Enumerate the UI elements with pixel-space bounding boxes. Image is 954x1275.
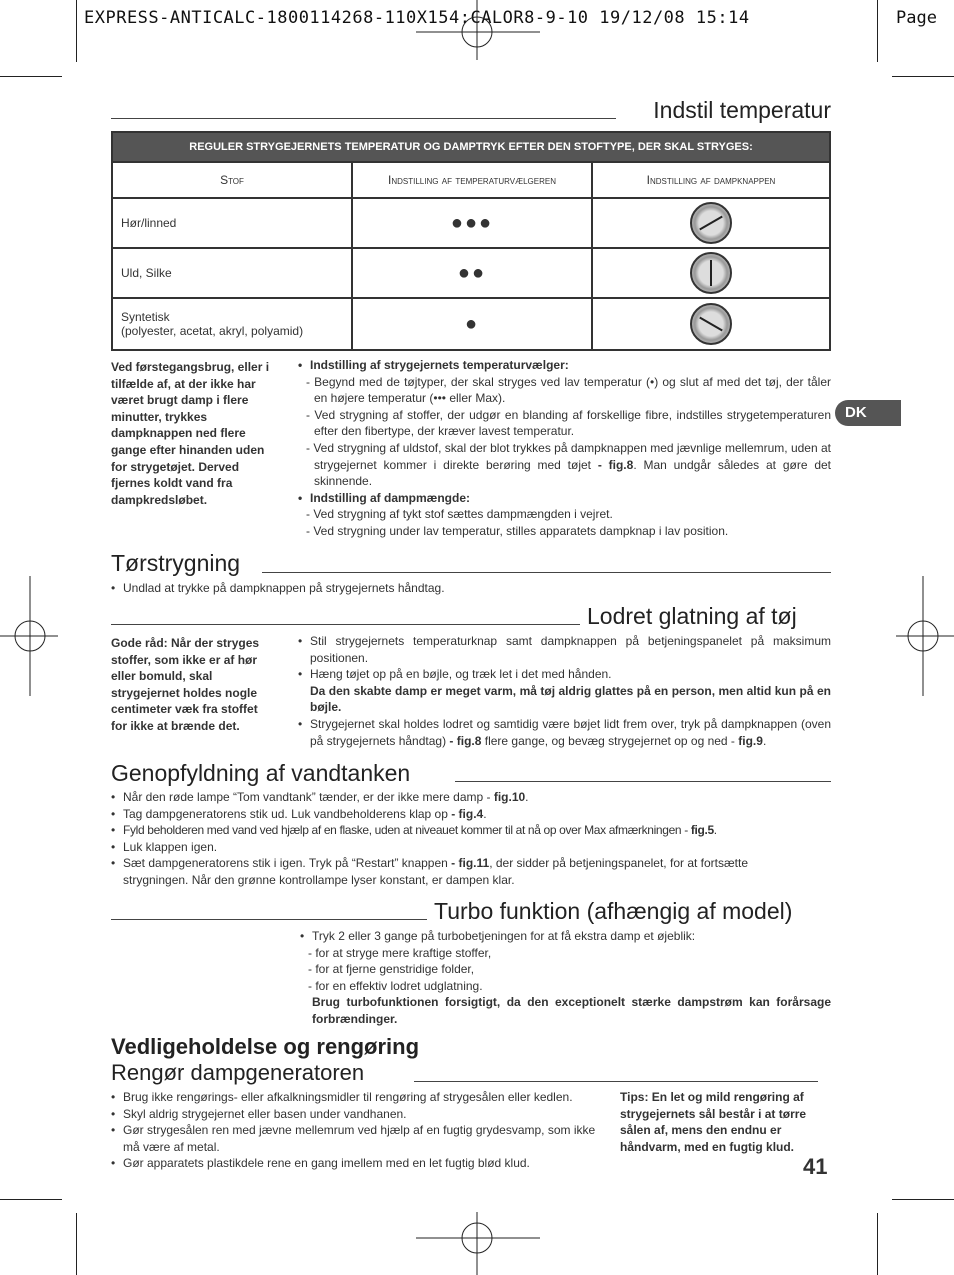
crop-mark <box>0 1199 62 1200</box>
crop-mark <box>0 76 62 77</box>
temp-dots: ●● <box>352 248 592 298</box>
crop-mark <box>877 0 878 62</box>
table-caption: REGULER STRYGEJERNETS TEMPERATUR OG DAMPTRYK EFTER DEN STOFTYPE, DER SKAL STRYGES: <box>112 132 830 162</box>
crop-mark <box>892 1199 954 1200</box>
print-slug: EXPRESS-ANTICALC-1800114268-110X154:CALOR8-9-10 19/12/08 15:14 <box>84 8 750 28</box>
registration-mark-top <box>416 0 540 60</box>
col-header-steam: Indstilling af dampknappen <box>592 162 830 198</box>
side-note-first-use: Ved førstegangsbrug, eller i tilfælde af, at der ikke har været brugt damp i flere minutter, trykkes dampknappen ned flere gange efter hinanden uden for strygetøjet. Derved fjernes koldt vand fra dampkredsløbet. <box>111 360 270 507</box>
side-note-cleaning-tip: Tips: En let og mild rengøring af strygejernets sål består i at tørre sålen af, mens den endnu er håndvarm, med en fugtig klud. <box>620 1090 807 1154</box>
registration-mark-left <box>0 576 58 696</box>
steam-knob-cell <box>592 248 830 298</box>
vertical-instructions: • Stil strygejernets temperaturknap samt dampknappen på betjeningspanelet på maksimum positionen. • Hæng tøjet op på en bøjle, og træk let i det med hånden. Da den skabte damp er meget varm, må tøj aldrig glattes på en person, men altid kun på en bøjle. • Strygejernet skal holdes lodret og samtidig være bøjet lidt frem over, tryk på dampknappen (oven på strygejernets håndtag) - fig.8 flere gange, og bevæg strygejernet op og ned - fig.9. <box>298 633 831 749</box>
language-tab: DK <box>835 400 901 426</box>
steam-knob-cell <box>592 298 830 350</box>
refill-instructions: • Når den røde lampe “Tom vandtank” tænder, er der ikke mere damp - fig.10. • Tag dampgeneratorens stik ud. Luk vandbeholderens klap op - fig.4. • Fyld beholderen med vand ved hjælp af en flaske, uden at niveauet kommer til at nå op over Max afmærkningen - fig.5. • Luk klappen igen. • Sæt dampgeneratorens stik i igen. Tryk på “Restart” knappen - fig.11, der sidder på betjeningspanelet, for at fortsætte strygningen. Når den grønne kontrollampe lyser konstant, er dampen klar. <box>111 789 751 889</box>
section-rule <box>262 572 831 573</box>
temp-dots: ● <box>352 298 592 350</box>
section-rule <box>111 919 427 920</box>
section-subtitle-clean: Rengør dampgeneratoren <box>111 1060 365 1085</box>
crop-mark <box>76 1213 77 1275</box>
section-rule <box>455 781 831 782</box>
section-title-refill: Genopfyldning af vandtanken <box>111 760 411 786</box>
crop-mark <box>76 0 77 62</box>
fabric-cell: Syntetisk (polyester, acetat, akryl, polyamid) <box>112 298 352 350</box>
crop-mark <box>877 1213 878 1275</box>
section-title-vertical: Lodret glatning af tøj <box>587 603 797 629</box>
section-title-turbo: Turbo funktion (afhængig af model) <box>434 898 793 924</box>
fabric-cell: Hør/linned <box>112 198 352 248</box>
temperature-instructions: • Indstilling af strygejernets temperaturvælger: - Begynd med de tøjtyper, der skal stryges ved lav temperatur (•) og slut af med det tøj, der tåler en højere temperatur (••• eller Max). - Ved strygning af stoffer, der udgør en blanding af forskellige fibre, indstilles strygetemperaturen efter den fibertype, der kræver lavest temperatur. - Ved strygning af uldstof, skal der blot trykkes på dampknappen med jævnlige mellemrum, uden at strygejernet kommer i direkte berøring med tøjet - fig.8. Man undgår således at gøre det skinnende. • Indstilling af dampmængde: - Ved strygning af tykt stof sættes dampmængden i vejret. - Ved strygning under lav temperatur, stilles apparatets dampknap i lav position. <box>298 357 831 540</box>
turbo-instructions: • Tryk 2 eller 3 gange på turbobetjeningen for at få ekstra damp et øjeblik: - for at stryge mere kraftige stoffer, - for at fjerne genstridige folder, - for en effektiv lodret udglatning. Brug turbofunktionen forsigtigt, da den exceptionelt stærke dampstrøm kan forårsage forbrændinger. <box>300 928 831 1028</box>
steam-knob-icon <box>690 252 732 294</box>
col-header-fabric: Stof <box>112 162 352 198</box>
col-header-temperature: Indstilling af temperaturvælgeren <box>352 162 592 198</box>
side-note-tips: Gode råd: Når der stryges stoffer, som ikke er af hør eller bomuld, skal strygejernet holdes nogle centimeter væk fra stoffet for ikke at brænde det. <box>111 636 260 733</box>
registration-mark-bottom <box>416 1212 540 1275</box>
crop-mark <box>892 76 954 77</box>
steam-knob-icon <box>690 202 732 244</box>
steam-knob-cell <box>592 198 830 248</box>
temp-dots: ●●● <box>352 198 592 248</box>
print-slug-page: Page <box>896 8 937 28</box>
dry-instruction: • Undlad at trykke på dampknappen på strygejernets håndtag. <box>111 580 831 597</box>
section-rule <box>414 1081 818 1082</box>
section-title-temperature: Indstil temperatur <box>653 97 831 123</box>
page-number: 41 <box>803 1154 828 1179</box>
section-rule <box>111 624 580 625</box>
section-rule <box>111 118 616 119</box>
section-title-dry: Tørstrygning <box>111 550 241 576</box>
registration-mark-right <box>896 576 954 696</box>
temperature-table <box>111 131 831 351</box>
section-title-maintenance: Vedligeholdelse og rengøring <box>111 1034 420 1059</box>
cleaning-instructions: • Brug ikke rengørings- eller afkalkningsmidler til rengøring af strygesålen eller kedlen. • Skyl aldrig strygejernet eller basen under vandhanen. • Gør strygesålen ren med jævne mellemrum ved hjælp af en fugtig grydesvamp, som ikke må være af metal. • Gør apparatets plastikdele rene en gang imellem med en let fugtig blød klud. <box>111 1089 613 1172</box>
fabric-cell: Uld, Silke <box>112 248 352 298</box>
steam-knob-icon <box>690 303 732 345</box>
